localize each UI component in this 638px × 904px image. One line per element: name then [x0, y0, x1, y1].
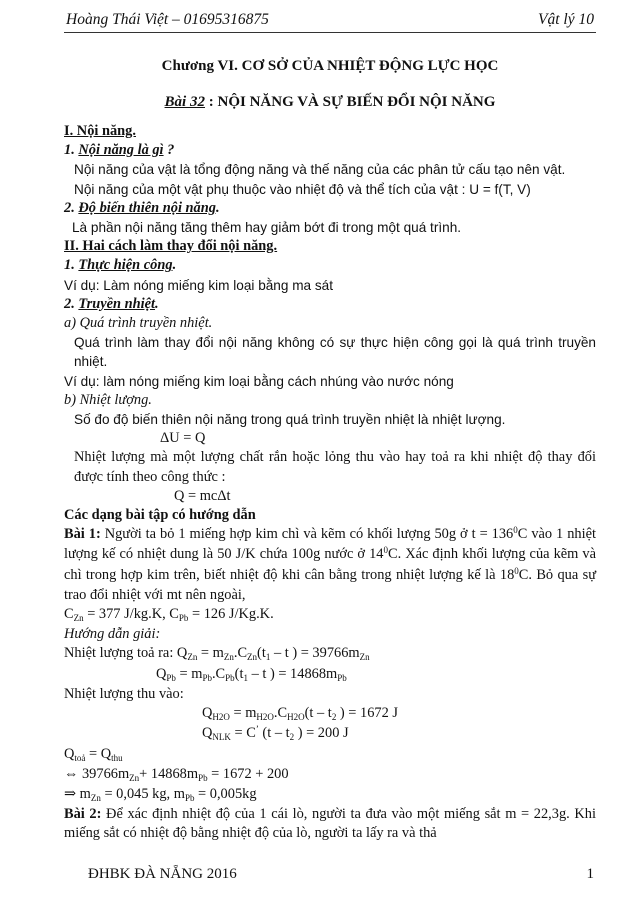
subscript: Zn — [90, 792, 101, 803]
subsection-punct: . — [155, 295, 159, 312]
solution-line-q-nlk — [64, 724, 596, 744]
subsection-punct: . — [215, 199, 220, 216]
eq-part: = 1672 + 200 — [207, 765, 289, 782]
eq-part: (t – t — [258, 725, 290, 742]
subscript: Pb — [225, 672, 235, 683]
page-footer — [88, 866, 596, 883]
subsection-number: 2. — [64, 295, 79, 312]
eq-part: Q — [202, 705, 213, 722]
footer-school: ĐHBK ĐÀ NẴNG 2016 — [88, 866, 237, 882]
subscript: Pb — [178, 613, 189, 624]
exercise-text: Người ta bỏ 1 miếng hợp kim chì và kẽm có khối lượng 50g ở t = 136 — [100, 526, 514, 543]
eq-part: = C — [230, 725, 256, 742]
chapter-title: Chương VI. CƠ SỞ CỦA NHIỆT ĐỘNG LỰC HỌC — [161, 58, 499, 74]
solution-line-heat-released — [64, 644, 596, 664]
exercise-text: Để xác định nhiệt độ của 1 cái lò, người ta đưa vào một miếng sắt m = 22,3g. Khi miếng sắt có nhiệt độ bằng nhiệt độ của lò, người ta lấy ra và thả — [64, 806, 596, 842]
eq-part: = m — [229, 705, 257, 722]
subscript: Pb — [198, 772, 208, 783]
subsection-1-2 — [64, 199, 596, 218]
main-content — [64, 122, 596, 844]
eq-part: Q — [202, 725, 213, 742]
subscript: Pb — [166, 672, 176, 683]
exercise-text: C — [64, 606, 74, 623]
exercise-2 — [64, 805, 596, 843]
work-example: Ví dụ: Làm nóng miếng kim loại bằng ma sát — [64, 277, 334, 293]
eq-part: = 0,045 kg, m — [100, 785, 185, 802]
subscript: 2 — [289, 732, 295, 743]
superscript: ’ — [255, 724, 259, 735]
equivalent-arrow-icon: ⇔ — [64, 765, 79, 782]
solution-guide-label: Hướng dẫn giải: — [64, 626, 161, 643]
exercise-text: C. Xác định khối lượng của kẽm và chì trong hợp kim trên, biết nhiệt độ khi cân bằng trong nhiệt lượng kế là 18 — [64, 546, 596, 583]
exercise-1 — [64, 525, 596, 625]
solution-result — [64, 785, 596, 805]
heat-transfer-text: Quá trình làm thay đổi nội năng không có sự thực hiện công gọi là quá trình truyền nhiệt. — [74, 335, 596, 370]
solution-line-q-pb — [64, 665, 596, 685]
eq-part: – t ) = 39766m — [270, 645, 360, 662]
solution-line-q-h2o — [64, 704, 596, 724]
subsection-2-2 — [64, 295, 596, 314]
subscript: Pb — [337, 672, 347, 683]
eq-part: Q — [156, 665, 167, 682]
subscript: thu — [111, 752, 123, 763]
eq-part: .C — [233, 645, 248, 662]
subsection-1-1 — [64, 141, 596, 160]
subscript: Zn — [187, 652, 198, 663]
subscript: 1 — [243, 672, 248, 683]
formula-delta-u: ΔU = Q — [160, 430, 206, 447]
subsection-number: 1. — [64, 257, 79, 274]
solution-balance — [64, 745, 596, 765]
implies-arrow-icon: ⇒ — [64, 785, 77, 802]
eq-part: = 0,005kg — [194, 785, 257, 802]
subscript: Zn — [129, 772, 140, 783]
eq-part: (t — [257, 645, 266, 662]
subscript: Zn — [359, 652, 370, 663]
header-author: Hoàng Thái Việt – 01695316875 — [66, 11, 269, 28]
subscript: Zn — [247, 652, 258, 663]
heat-quantity-title: b) Nhiệt lượng. — [64, 391, 152, 408]
subscript: NLK — [212, 732, 231, 743]
eq-part: = Q — [85, 745, 112, 762]
solution-label: Nhiệt lượng toả ra: — [64, 645, 177, 662]
eq-part: (t — [234, 665, 244, 682]
eq-part: Q — [176, 645, 188, 662]
subscript: 2 — [331, 712, 337, 723]
exercise-text: C. Bỏ qua sự trao đổi nhiệt với mt nên ngoài, — [64, 566, 596, 603]
eq-part: .C — [211, 665, 226, 682]
subscript: Pb — [184, 792, 195, 803]
subscript: H2O — [256, 712, 274, 723]
subscript: H2O — [212, 712, 230, 723]
subscript: H2O — [287, 712, 305, 723]
subsection-punct: ? — [163, 142, 175, 159]
subsection-title: Thực hiện công — [78, 257, 173, 274]
variation-text: Là phần nội năng tăng thêm hay giảm bớt đi trong một quá trình. — [72, 220, 462, 236]
exercise-text: = 126 J/Kg.K. — [188, 606, 274, 623]
dependency-text: Nội năng của một vật phụ thuộc vào nhiệt độ và thể tích của vật : U = f(T, V) — [74, 181, 531, 197]
section-1-heading: I. Nội năng. — [64, 123, 136, 139]
subsection-number: 2. — [64, 199, 79, 216]
lesson-separator: : — [204, 94, 218, 110]
exercise-label: Bài 1: — [64, 526, 101, 543]
heat-transfer-title: a) Quá trình truyền nhiệt. — [64, 315, 213, 332]
eq-part: m — [76, 785, 91, 802]
subscript: toả — [74, 752, 86, 763]
eq-part: .C — [273, 705, 288, 722]
subscript: Zn — [73, 613, 84, 624]
heat-quantity-text-2: Nhiệt lượng mà một lượng chất rắn hoặc lỏng thu vào hay toả ra khi nhiệt độ thay đổi được tính theo công thức : — [74, 449, 596, 485]
superscript: 0 — [514, 565, 519, 576]
subsection-title: Truyền nhiệt — [78, 295, 156, 312]
eq-part: (t – t — [304, 705, 332, 722]
eq-part: + 14868m — [139, 765, 199, 782]
header-subject: Vật lý 10 — [538, 11, 594, 28]
exercise-text: = 377 J/kg.K, C — [83, 606, 179, 623]
eq-part: = m — [175, 665, 203, 682]
eq-part: ) = 200 J — [294, 725, 349, 742]
subsection-2-1 — [64, 256, 596, 275]
lesson-title — [64, 94, 596, 111]
page-number: 1 — [586, 866, 594, 882]
exercise-label: Bài 2: — [64, 806, 102, 823]
subsection-number: 1. — [64, 142, 79, 159]
solution-equivalence — [64, 765, 596, 785]
eq-part: – t ) = 14868m — [247, 665, 338, 682]
section-2-heading: II. Hai cách làm thay đổi nội năng. — [64, 238, 278, 255]
subsection-title: Nội năng là gì — [78, 142, 164, 159]
solution-heat-absorbed-label: Nhiệt lượng thu vào: — [64, 685, 184, 702]
subscript: Pb — [202, 672, 212, 683]
subsection-punct: . — [172, 257, 177, 274]
eq-part: 39766m — [78, 765, 130, 782]
page-header — [64, 6, 596, 33]
formula-q: Q = mcΔt — [174, 487, 231, 504]
exercise-text: C vào 1 nhiệt lượng kế có nhiệt dung là 50 J/K chứa 100g nước ở 14 — [64, 526, 596, 563]
heat-transfer-example: Ví dụ: làm nóng miếng kim loại bằng cách nhúng vào nước nóng — [64, 373, 454, 389]
subscript: Zn — [223, 652, 234, 663]
subsection-title: Độ biến thiên nội năng — [78, 199, 216, 216]
eq-part: Q — [64, 745, 75, 762]
eq-part: = m — [197, 645, 224, 662]
definition-text: Nội năng của vật là tổng động năng và thế năng của các phân tử cấu tạo nên vật. — [74, 162, 566, 178]
superscript: 0 — [383, 545, 388, 556]
heat-quantity-text: Số đo độ biến thiên nội năng trong quá trình truyền nhiệt là nhiệt lượng. — [74, 412, 506, 428]
superscript: 0 — [513, 525, 518, 536]
exercises-heading: Các dạng bài tập có hướng dẫn — [64, 507, 256, 524]
eq-part: ) = 1672 J — [336, 705, 398, 722]
subscript: 1 — [265, 652, 271, 663]
lesson-number: Bài 32 — [164, 94, 205, 110]
lesson-name: NỘI NĂNG VÀ SỰ BIẾN ĐỔI NỘI NĂNG — [217, 94, 496, 110]
